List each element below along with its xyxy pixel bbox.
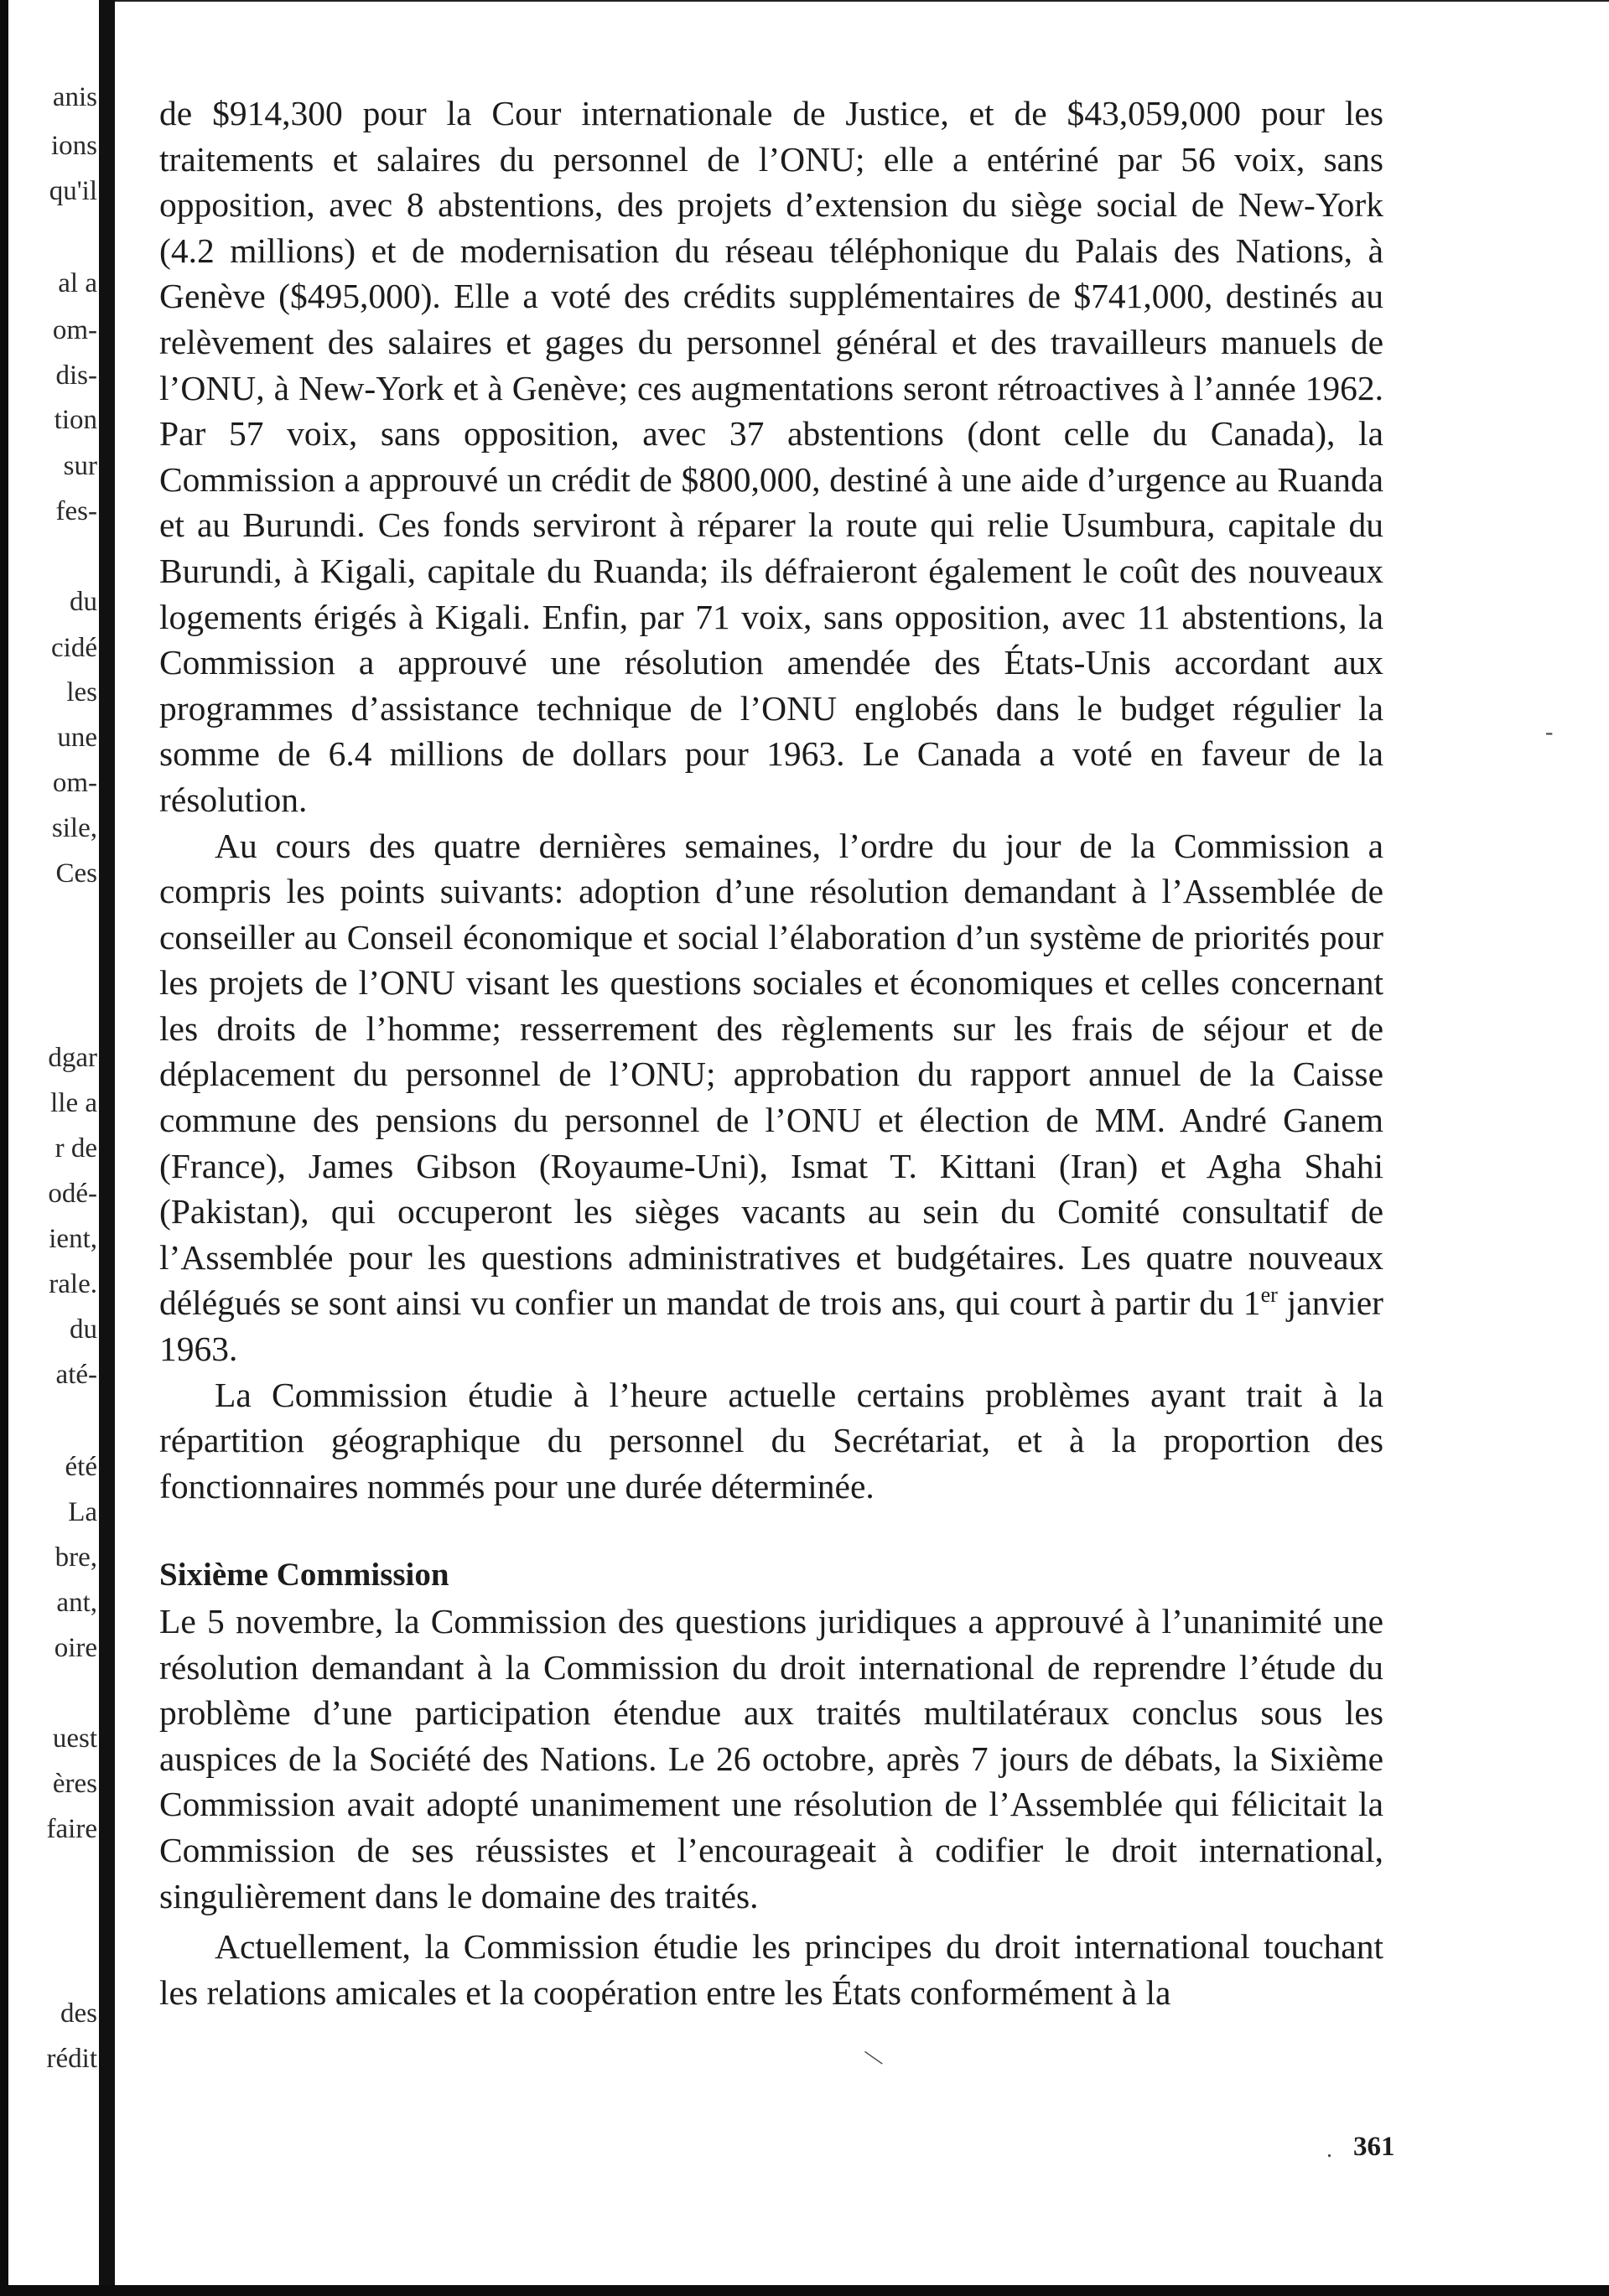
fragment: om- xyxy=(52,768,97,798)
fragment: dis- xyxy=(55,360,97,391)
fragment: uest xyxy=(52,1723,97,1754)
fragment: tion xyxy=(54,405,97,435)
stray-mark: - xyxy=(1545,719,1554,745)
fragment: lle a xyxy=(50,1088,97,1118)
paragraph: La Commission étudie à l’heure actuelle certains problèmes ayant trait à la répartition géographique du personnel du Secrétariat, et à la proportion des fonctionnaires nommés pour une durée déterminée. xyxy=(159,1375,1383,1506)
fragment: du xyxy=(70,587,97,617)
fragment: al a xyxy=(58,268,97,298)
fragment: ions xyxy=(50,131,97,161)
fragment: bre, xyxy=(54,1542,97,1573)
fragment: du xyxy=(70,1314,97,1345)
paragraph-text: janvier 1963. xyxy=(159,1283,1383,1369)
fragment: sile, xyxy=(51,813,97,843)
superscript: er xyxy=(1260,1283,1278,1308)
paragraph: de $914,300 pour la Cour internationale de Justice, et de $43,059,000 pour les traitements et salaires du personnel de l’ONU; elle a entériné par 56 voix, sans opposition, avec 8 abstentions, des projets d’extension du siège social de New-York (4.2 millions) et de modernisation du réseau téléphonique du Palais des Nations, à Genève ($495,000). Elle a voté des crédits supplémentaires de $741,000, destinés au relèvement des salaires et gages du personnel général et des travailleurs manuels de l’ONU, à New-York et à Genève; ces augmentations seront rétroactives à l’année 1962. Par 57 voix, sans opposition, avec 37 abstentions (dont celle du Canada), la Commission a approuvé un crédit de $800,000, destiné à une aide d’urgence au Ruanda et au Burundi. Ces fonds serviront à réparer la route qui relie Usumbura, capitale du Burundi, à Kigali, capitale du Ruanda; ils défraieront également le coût des nouveaux logements érigés à Kigali. Enfin, par 71 voix, sans opposition, avec 11 abstentions, la Commission a approuvé une résolution amendée des États-Unis accordant aux programmes d’assistance technique de l’ONU englobés dans le budget régulier la somme de 6.4 millions de dollars pour 1963. Le Canada a voté en faveur de la résolution. xyxy=(159,94,1383,819)
fragment: Ces xyxy=(55,858,97,889)
fragment: até- xyxy=(55,1360,97,1390)
fragment: qu'il xyxy=(49,176,97,206)
fragment: sur xyxy=(63,451,97,481)
scan-left-edge xyxy=(0,0,8,2296)
fragment: dgar xyxy=(48,1043,97,1073)
top-rule xyxy=(115,0,1609,2)
page-body xyxy=(159,91,1383,2015)
fragment: ient, xyxy=(49,1224,97,1254)
paragraph-text: Au cours des quatre dernières semaines, l’ordre du jour de la Commission a compris les points suivants: adoption d’une résolution demandant à l’Assemblée de conseiller au Conseil économique et social l’élaboration d’un système de priorités pour les projets de l’ONU visant les questions sociales et économiques et celles concernant les droits de l’homme; resserrement des règlements sur les frais de séjour et de déplacement du personnel de l’ONU; approbation du rapport annuel de la Caisse commune des pensions du personnel de l’ONU et élection de MM. André Ganem (France), James Gibson (Royaume-Uni), Ismat T. Kittani (Iran) et Agha Shahi (Pakistan), qui occuperont les sièges vacants au sein du Comité consultatif de l’Assemblée pour les questions administratives et budgétaires. Les quatre nouveaux délégués se sont ainsi vu confier un mandat de trois ans, qui court à partir du 1 xyxy=(159,826,1383,1323)
fragment: ant, xyxy=(56,1588,97,1618)
section-heading: Sixième Commission xyxy=(159,1557,449,1594)
fragment: anis xyxy=(52,82,97,112)
paragraph xyxy=(159,823,1383,1372)
stray-mark: | xyxy=(860,2047,885,2066)
fragment: une xyxy=(57,723,97,753)
fragment: r de xyxy=(54,1133,97,1164)
fragment: fes- xyxy=(55,496,97,526)
gutter-rule xyxy=(99,0,115,2285)
fragment: les xyxy=(66,677,97,707)
fragment: oire xyxy=(54,1633,97,1663)
stray-mark: . xyxy=(1326,2137,1332,2163)
paragraph: Le 5 novembre, la Commission des questions juridiques a approuvé à l’unanimité une résolution demandant à la Commission du droit international de reprendre l’étude du problème d’une participation étendue aux traités multilatéraux conclus sous les auspices de la Société des Nations. Le 26 octobre, après 7 jours de débats, la Sixième Commission avait adopté unanimement une résolution de l’Assemblée qui félicitait la Commission de ses réussistes et l’encourageait à codifier le droit international, singulièrement dans le domaine des traités. xyxy=(159,1602,1383,1915)
fragment: La xyxy=(68,1497,97,1527)
fragment: rédit xyxy=(46,2044,97,2074)
fragment: om- xyxy=(52,315,97,345)
fragment: des xyxy=(60,1998,97,2029)
facing-page-fragments xyxy=(12,0,99,2285)
fragment: rale. xyxy=(49,1269,97,1299)
fragment: odé- xyxy=(48,1179,97,1209)
fragment: cidé xyxy=(51,633,97,663)
scan-bottom-edge xyxy=(0,2285,1609,2296)
fragment: ères xyxy=(52,1769,97,1799)
paragraph: Actuellement, la Commission étudie les principes du droit international touchant les relations amicales et la coopération entre les États conformément à la xyxy=(159,1927,1383,2012)
fragment: faire xyxy=(46,1814,97,1844)
fragment: été xyxy=(65,1452,97,1482)
page-number: 361 xyxy=(1353,2132,1395,2162)
